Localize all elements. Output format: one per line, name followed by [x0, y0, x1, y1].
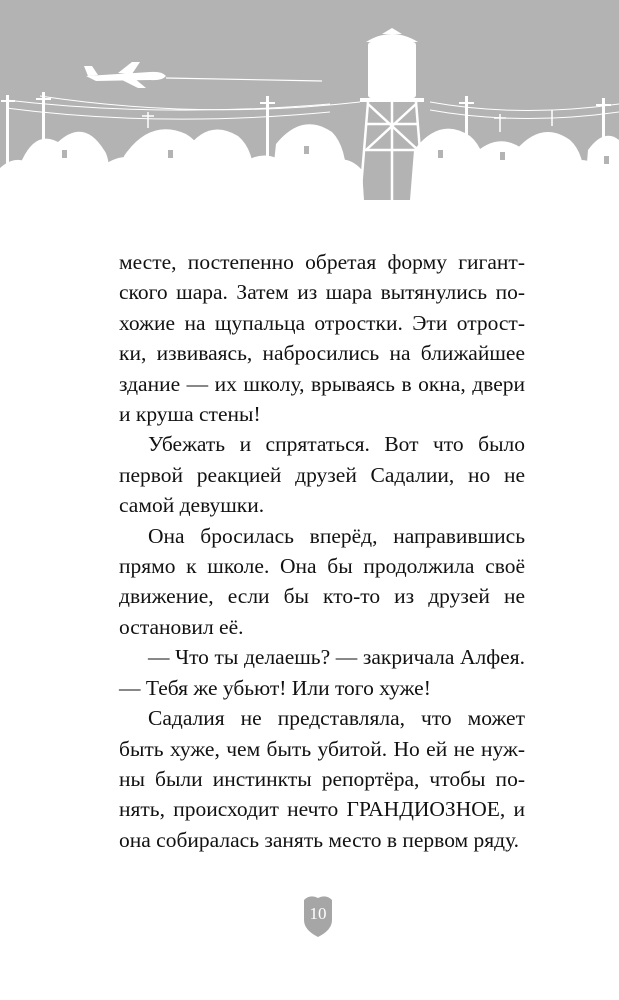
power-lines: [6, 96, 619, 119]
paragraph: Она бросилась вперёд, направившись прямо к школе. Она бы продолжила своё движение, если бы кто-то из друзей не остановил её.: [119, 523, 525, 639]
town-skyline-illustration: [0, 0, 619, 200]
body-text: [119, 247, 525, 855]
page-number: 10: [309, 904, 327, 923]
paragraph: Садалия не представляла, что может быть хуже, чем быть убитой. Но ей не нужны были инстинкты репортёра, чтобы понять, происходит нечто ГРАНДИОЗНОЕ, и она собиралась занять место в первом ряду.: [119, 706, 525, 852]
house-silhouettes: [0, 124, 619, 200]
paragraph: — Что ты делаешь? — закричала Алфея. — Тебя же убьют! Или того хуже!: [119, 645, 525, 700]
airplane-icon: [84, 62, 322, 88]
paragraph: месте, постепенно обретая форму гигантского шара. Затем из шара вытянулись похожие на щупальца отростки. Эти отростки, извиваясь, набросились на ближайшее здание — их школу, врываясь в окна, двери и круша стены!: [119, 250, 525, 427]
paragraph: Убежать и спрятаться. Вот что было первой реакцией друзей Садалии, но не самой девушки.: [119, 432, 525, 518]
